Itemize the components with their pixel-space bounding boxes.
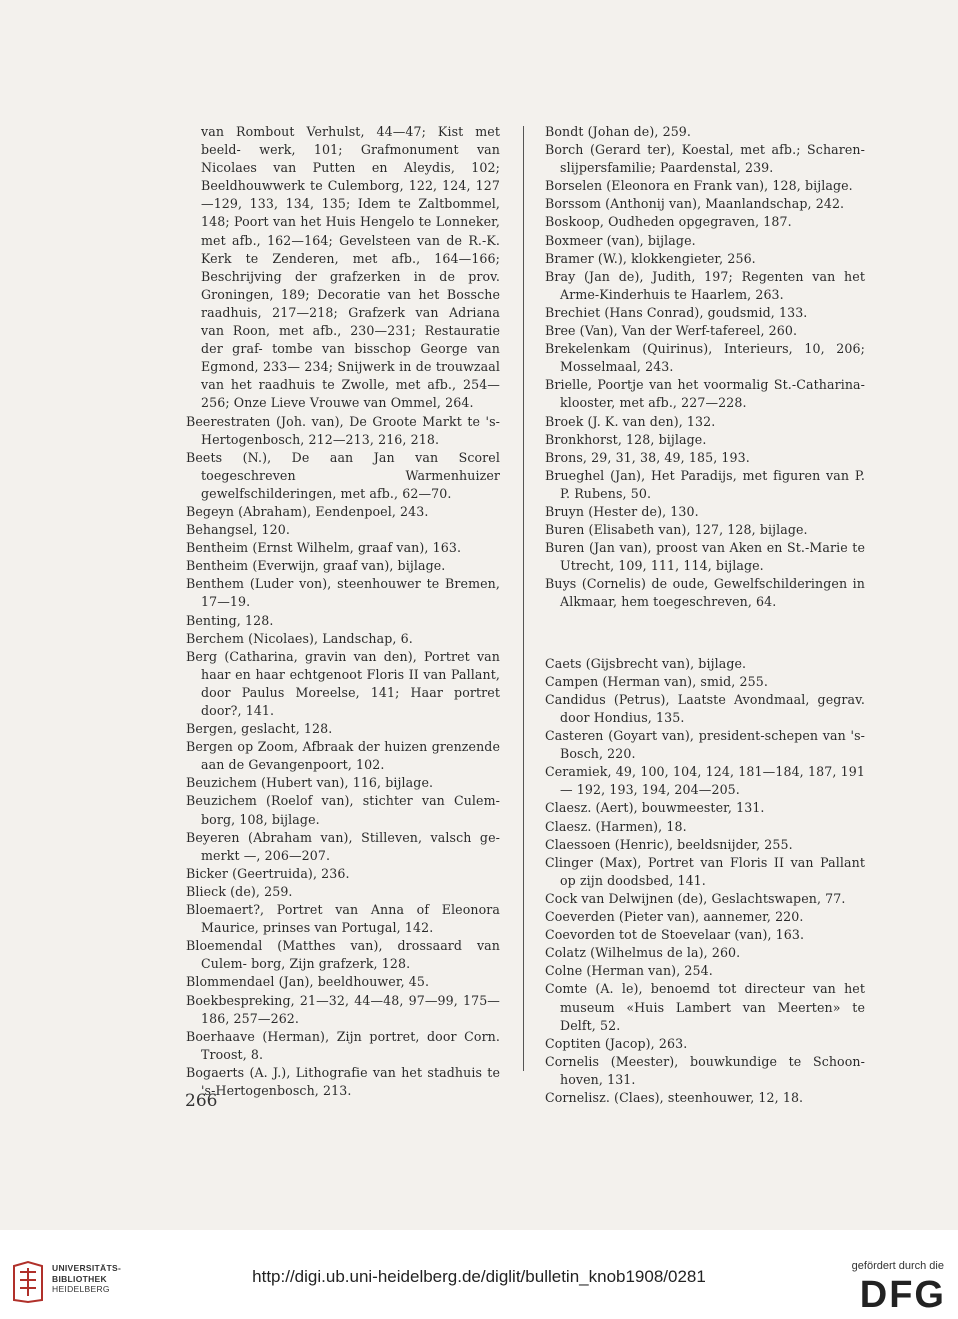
index-entry: Buren (Elisabeth van), 127, 128, bijlage. bbox=[545, 522, 808, 538]
index-entry: Blieck (de), 259. bbox=[186, 883, 293, 899]
index-entry: Beuzichem (Hubert van), 116, bijlage. bbox=[186, 775, 434, 791]
document-url-link[interactable]: http://digi.ub.uni-heidelberg.de/diglit/bulletin_knob1908/0281 bbox=[252, 1267, 706, 1286]
index-entry: Ceramiek, 49, 100, 104, 124, 181—184, 187, 191— 192, 193, 194, 204—205. bbox=[545, 764, 865, 798]
page-number: 266 bbox=[185, 1091, 218, 1111]
index-entry: Coeverden (Pieter van), aannemer, 220. bbox=[545, 909, 804, 925]
index-entry: Bergen op Zoom, Afbraak der huizen grenzende aan de Gevangenpoort, 102. bbox=[186, 739, 500, 773]
index-entry: Boxmeer (van), bijlage. bbox=[545, 232, 696, 248]
index-entry: Cornelis (Meester), bouwkundige te Schoon- hoven, 131. bbox=[545, 1053, 865, 1087]
section-gap bbox=[545, 624, 865, 642]
index-entry: Casteren (Goyart van), president-schepen van 's-Bosch, 220. bbox=[545, 728, 865, 762]
index-entry: Brekelenkam (Quirinus), Interieurs, 10, 206; Mosselmaal, 243. bbox=[545, 341, 865, 375]
index-entry: Berg (Catharina, gravin van den), Portret van haar en haar echtgenoot Floris II van Pallant, door Paulus Moreelse, 141; Haar portret door?, 141. bbox=[186, 648, 500, 718]
index-entry: Benting, 128. bbox=[186, 612, 274, 628]
index-entry: Caets (Gijsbrecht van), bijlage. bbox=[545, 655, 747, 671]
library-name: UNIVERSITÄTS- BIBLIOTHEK HEIDELBERG bbox=[52, 1263, 122, 1294]
index-entry: Cock van Delwijnen (de), Geslachtswapen, 77. bbox=[545, 890, 846, 906]
index-entry: Brechiet (Hans Conrad), goudsmid, 133. bbox=[545, 304, 808, 320]
index-entry: Benthem (Luder von), steenhouwer te Bremen, 17—19. bbox=[186, 576, 500, 610]
index-entry: Comte (A. le), benoemd tot directeur van het museum «Huis Lambert van Meerten» te Delft, 52. bbox=[545, 981, 865, 1033]
index-entry: Bentheim (Everwijn, graaf van), bijlage. bbox=[186, 558, 446, 574]
index-entry: Bruyn (Hester de), 130. bbox=[545, 503, 699, 519]
index-entry: Coevorden tot de Stoevelaar (van), 163. bbox=[545, 927, 805, 943]
index-entry: Campen (Herman van), smid, 255. bbox=[545, 673, 768, 689]
index-entry: Claesz. (Harmen), 18. bbox=[545, 818, 687, 834]
index-entry: Brons, 29, 31, 38, 49, 185, 193. bbox=[545, 449, 750, 465]
index-entry: Bicker (Geertruida), 236. bbox=[186, 865, 350, 881]
index-entry: Cornelisz. (Claes), steenhouwer, 12, 18. bbox=[545, 1089, 804, 1105]
index-entry: Colatz (Wilhelmus de la), 260. bbox=[545, 945, 741, 961]
index-entry: Borch (Gerard ter), Koestal, met afb.; Scharen- slijpersfamilie; Paardenstal, 239. bbox=[545, 142, 865, 176]
index-entry: Candidus (Petrus), Laatste Avondmaal, gegrav. door Hondius, 135. bbox=[545, 691, 865, 725]
index-entry: Begeyn (Abraham), Eendenpoel, 243. bbox=[186, 503, 429, 519]
index-entry: Behangsel, 120. bbox=[186, 522, 290, 538]
index-entry: Coptiten (Jacop), 263. bbox=[545, 1035, 688, 1051]
index-entry: Boskoop, Oudheden opgegraven, 187. bbox=[545, 214, 792, 230]
dfg-logo: DFG bbox=[859, 1274, 946, 1316]
index-entry: Claessoen (Henric), beeldsnijder, 255. bbox=[545, 836, 793, 852]
index-entry: Claesz. (Aert), bouwmeester, 131. bbox=[545, 800, 765, 816]
index-entry: Bondt (Johan de), 259. bbox=[545, 124, 692, 139]
index-entry: Bloemaert?, Portret van Anna of Eleonora Maurice, prinses van Portugal, 142. bbox=[186, 902, 500, 936]
index-entry: Borselen (Eleonora en Frank van), 128, bijlage. bbox=[545, 178, 853, 194]
index-entry: Borssom (Anthonij van), Maanlandschap, 242. bbox=[545, 196, 845, 212]
index-entry: Buren (Jan van), proost van Aken en St.-Marie te Utrecht, 109, 111, 114, bijlage. bbox=[545, 540, 865, 574]
index-entry: Broek (J. K. van den), 132. bbox=[545, 413, 716, 429]
index-entry: Bogaerts (A. J.), Lithografie van het stadhuis te 's-Hertogenbosch, 213. bbox=[186, 1064, 500, 1098]
index-entry: Boerhaave (Herman), Zijn portret, door Corn. Troost, 8. bbox=[186, 1028, 500, 1062]
index-entry: Beerestraten (Joh. van), De Groote Markt te 's-Hertogenbosch, 212—213, 216, 218. bbox=[186, 413, 500, 447]
index-entry: Blommendael (Jan), beeldhouwer, 45. bbox=[186, 974, 430, 990]
index-column-left bbox=[186, 123, 500, 1100]
index-entry: Bergen, geslacht, 128. bbox=[186, 721, 333, 737]
index-entry: Beets (N.), De aan Jan van Scorel toegeschreven Warmenhuizer gewelfschilderingen, met afb., 62—70. bbox=[186, 449, 500, 501]
index-entry: van Rombout Verhulst, 44—47; Kist met beeld- werk, 101; Grafmonument van Nicolaes van Putten en Aleydis, 102; Beeldhouwwerk te Culemborg, 122, 124, 127—129, 133, 134, 135; Idem te Zaltbommel, 148; Poort van het Huis Hengelo te Lonneker, met afb., 162—164; Gevelsteen van de R.-K. Kerk te Zenderen, met afb., 164—166; Beschrijving der grafzerken in de prov. Groningen, 189; Decoratie van het Bossche raadhuis, 217—218; Grafzerk van Adriana van Roon, met afb., 230—231; Restauratie der graf- tombe van bisschop George van Egmond, 233— 234; Snijwerk in de trouwzaal van het raadhuis te Zwolle, met afb., 254—256; Onze Lieve Vrouwe van Ommel, 264. bbox=[201, 124, 500, 411]
index-entry: Brueghel (Jan), Het Paradijs, met figuren van P. P. Rubens, 50. bbox=[545, 467, 865, 501]
index-entry: Beuzichem (Roelof van), stichter van Culem- borg, 108, bijlage. bbox=[186, 793, 500, 827]
index-column-right bbox=[545, 123, 865, 1107]
index-entry: Brielle, Poortje van het voormalig St.-Catharina- klooster, met afb., 227—228. bbox=[545, 377, 865, 411]
index-entry: Clinger (Max), Portret van Floris II van Pallant op zijn doodsbed, 141. bbox=[545, 854, 865, 888]
index-entry: Colne (Herman van), 254. bbox=[545, 963, 713, 979]
index-entry: Boekbespreking, 21—32, 44—48, 97—99, 175—186, 257—262. bbox=[186, 992, 500, 1026]
index-entry: Bramer (W.), klokkengieter, 256. bbox=[545, 250, 756, 266]
index-entry: Berchem (Nicolaes), Landschap, 6. bbox=[186, 630, 413, 646]
index-entry: Beyeren (Abraham van), Stilleven, valsch ge- merkt —, 206—207. bbox=[186, 829, 500, 863]
index-entry: Bloemendal (Matthes van), drossaard van Culem- borg, Zijn grafzerk, 128. bbox=[186, 938, 500, 972]
column-divider bbox=[523, 126, 524, 1071]
index-entry: Buys (Cornelis) de oude, Gewelfschilderingen in Alkmaar, hem toegeschreven, 64. bbox=[545, 576, 865, 610]
index-entry: Bree (Van), Van der Werf-tafereel, 260. bbox=[545, 323, 798, 339]
index-entry: Bentheim (Ernst Wilhelm, graaf van), 163. bbox=[186, 540, 462, 556]
funding-caption: gefördert durch die bbox=[851, 1260, 944, 1272]
index-entry: Bray (Jan de), Judith, 197; Regenten van het Arme-Kinderhuis te Haarlem, 263. bbox=[545, 268, 865, 302]
viewer-footer bbox=[0, 1230, 958, 1319]
index-entry: Bronkhorst, 128, bijlage. bbox=[545, 431, 707, 447]
